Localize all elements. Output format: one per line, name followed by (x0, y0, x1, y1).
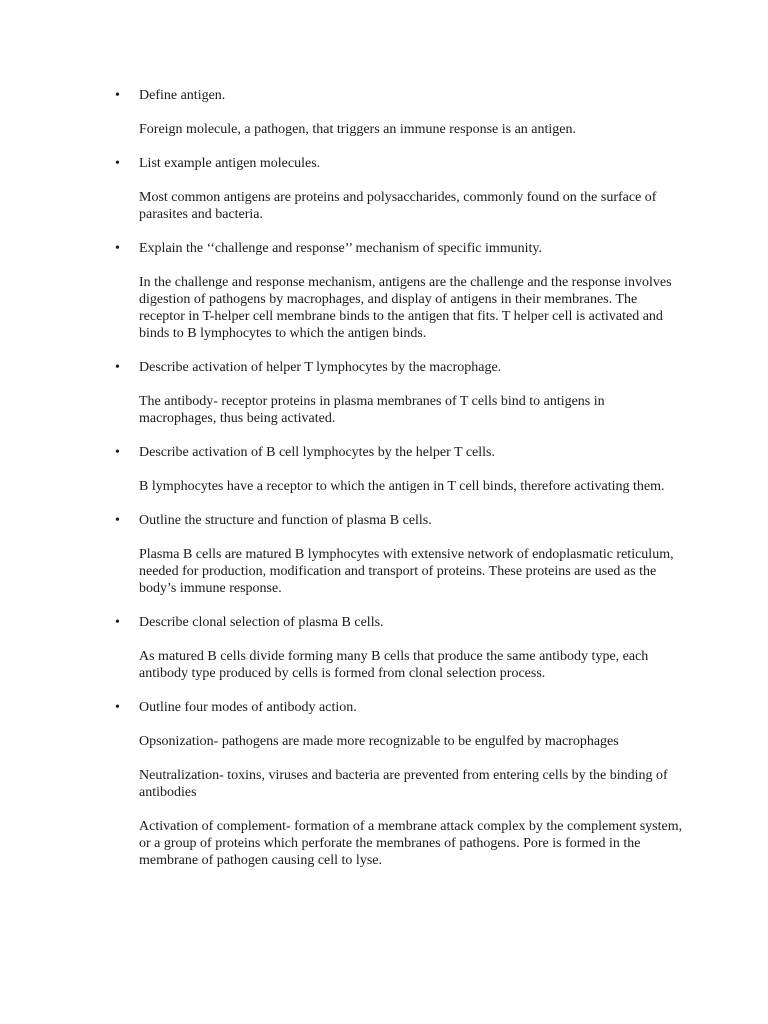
answer-text: In the challenge and response mechanism, antigens are the challenge and the response involves digestion of pathogens by macrophages, and display of antigens in their membranes. The receptor in T-helper cell membrane binds to the antigen that fits. T helper cell is activated and binds to B lymphocytes to which the antigen binds. (139, 275, 672, 341)
list-item (115, 699, 684, 869)
question-text: Describe activation of helper T lymphocytes by the macrophage. (139, 360, 502, 375)
answer-text: Foreign molecule, a pathogen, that triggers an immune response is an antigen. (139, 122, 576, 137)
bullet-icon: • (115, 513, 120, 528)
list-item (115, 240, 684, 342)
question-text: Outline the structure and function of plasma B cells. (139, 513, 432, 528)
answer-text: Most common antigens are proteins and polysaccharides, commonly found on the surface of parasites and bacteria. (139, 190, 657, 222)
answer-text: Plasma B cells are matured B lymphocytes with extensive network of endoplasmatic reticulum, needed for production, modification and transport of proteins. These proteins are used as the body’s immune response. (139, 547, 674, 596)
list-item (115, 614, 684, 682)
bullet-icon: • (115, 360, 120, 375)
question-text: Describe activation of B cell lymphocytes by the helper T cells. (139, 445, 495, 460)
question-text: Explain the ‘‘challenge and response’’ mechanism of specific immunity. (139, 241, 543, 256)
question-text: Outline four modes of antibody action. (139, 700, 357, 715)
list-item (115, 155, 684, 223)
question-text: Define antigen. (139, 88, 226, 103)
list-item (115, 359, 684, 427)
document-body (115, 87, 684, 886)
list-item (115, 87, 684, 138)
question-text: List example antigen molecules. (139, 156, 321, 171)
bullet-icon: • (115, 445, 120, 460)
bullet-icon: • (115, 700, 120, 715)
answer-text: As matured B cells divide forming many B cells that produce the same antibody type, each antibody type produced by cells is formed from clonal selection process. (139, 649, 649, 681)
list-item (115, 444, 684, 495)
answer-text: Neutralization- toxins, viruses and bacteria are prevented from entering cells by the binding of antibodies (139, 768, 668, 800)
bullet-icon: • (115, 241, 120, 256)
question-text: Describe clonal selection of plasma B cells. (139, 615, 384, 630)
bullet-icon: • (115, 615, 120, 630)
bullet-icon: • (115, 88, 120, 103)
answer-text: Opsonization- pathogens are made more recognizable to be engulfed by macrophages (139, 734, 619, 749)
list-item (115, 512, 684, 597)
answer-text: B lymphocytes have a receptor to which the antigen in T cell binds, therefore activating them. (139, 479, 665, 494)
answer-text: Activation of complement- formation of a membrane attack complex by the complement system, or a group of proteins which perforate the membranes of pathogens. Pore is formed in the membrane of pathogen causing cell to lyse. (139, 819, 683, 868)
bullet-icon: • (115, 156, 120, 171)
answer-text: The antibody- receptor proteins in plasma membranes of T cells bind to antigens in macrophages, thus being activated. (139, 394, 605, 426)
